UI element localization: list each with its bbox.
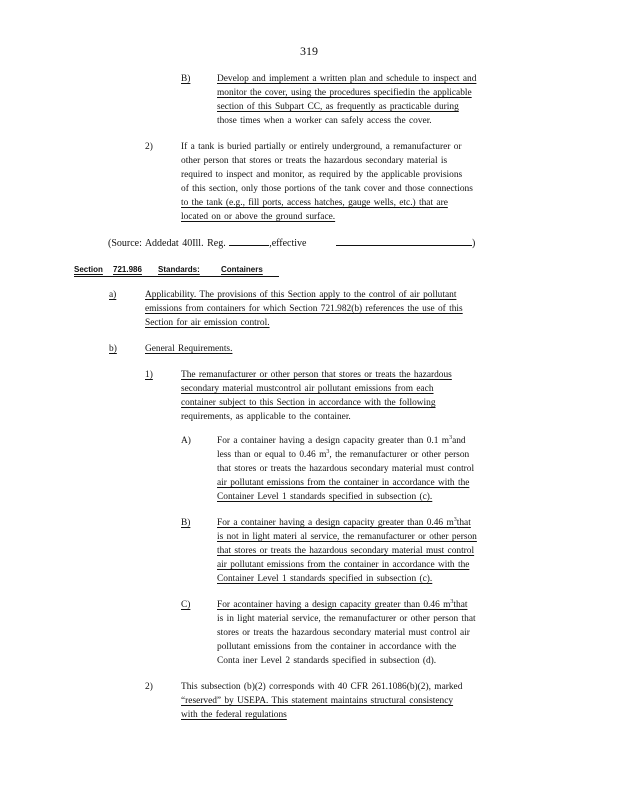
text-line: If a tank is buried partially or entirely underground, a remanufacturer or [181, 142, 462, 152]
section-standards: Standards: [158, 265, 200, 274]
text-line: Container Level 1 standards specified in subsection (c). [217, 492, 433, 502]
text-line: General Requirements. [145, 344, 233, 354]
text-line: monitor the cover, using the procedures specifiedin the applicable [217, 88, 472, 98]
item-b-text [145, 342, 232, 356]
text-line: Applicability. The provisions of this Section apply to the control of air pollutant [145, 290, 457, 300]
text-line [217, 516, 477, 530]
section-label: Section [74, 265, 103, 274]
item-B-text [217, 516, 477, 586]
text-line: Section for air emission control. [145, 318, 270, 328]
text-line: required to inspect and monitor, as required by the applicable provisions [181, 170, 463, 180]
text-line: pollutant emissions from the container in accordance with the [217, 642, 457, 652]
text-line: located on or above the ground surface. [181, 212, 336, 222]
source-close: ) [472, 238, 476, 249]
text-segment: For acontainer having a design capacity greater than 0.46 m [217, 600, 451, 610]
text-line: air pollutant emissions from the container in accordance with the [217, 560, 470, 570]
text-line: section of this Subpart CC, as frequently as practicable during [217, 102, 459, 112]
text-segment: For a container having a design capacity greater than 0.46 m [217, 518, 454, 528]
item-b2-label: 2) [145, 682, 153, 692]
blank-field [336, 236, 472, 246]
item-b-label: b) [109, 344, 117, 354]
text-line: is not in light materi al service, the remanufacturer or other person [217, 532, 477, 542]
item-b2-text [181, 680, 462, 722]
item-A-label: A) [181, 436, 191, 446]
text-segment: , the remanufacturer or other person [329, 450, 470, 460]
text-line: This subsection (b)(2) corresponds with 40 CFR 261.1086(b)(2), marked [181, 682, 463, 692]
source-effective: ,effective [269, 238, 307, 249]
text-segment: that [453, 600, 468, 610]
text-segment: that [456, 518, 471, 528]
item-2-top-text [181, 140, 473, 224]
text-line: container subject to this Section in accordance with the following [181, 398, 436, 408]
source-note [108, 236, 475, 251]
item-a-label: a) [109, 290, 117, 300]
item-b1-label: 1) [145, 370, 153, 380]
text-segment: less than or equal to 0.46 m [217, 450, 327, 460]
item-B-label: B) [181, 518, 191, 528]
text-line: stores or treats the hazardous secondary material must control air [217, 628, 470, 638]
item-b-top-label: B) [181, 74, 191, 84]
section-heading-underline [74, 276, 279, 277]
page-number: 319 [300, 44, 318, 58]
text-line: air pollutant emissions from the container in accordance with the [217, 478, 470, 488]
superscript: 3 [326, 448, 330, 455]
blank-field [229, 236, 269, 246]
text-line: Conta iner Level 2 standards specified in subsection (d). [217, 656, 437, 666]
text-line: secondary material mustcontrol air pollutant emissions from each [181, 384, 434, 394]
superscript: 3 [449, 434, 453, 441]
section-title: Containers [221, 265, 263, 274]
item-a-text [145, 288, 463, 330]
item-C-label: C) [181, 600, 191, 610]
superscript: 3 [450, 598, 454, 605]
item-b1-text [181, 368, 452, 424]
text-line: is in light material service, the remanufacturer or other person that [217, 614, 476, 624]
text-line: The remanufacturer or other person that stores or treats the hazardous [181, 370, 452, 380]
text-line: with the federal regulations [181, 710, 287, 720]
item-2-top-label: 2) [145, 142, 153, 152]
text-line [217, 448, 474, 462]
superscript: 3 [453, 516, 457, 523]
item-C-text [217, 598, 476, 668]
item-b-top-text [217, 72, 476, 128]
section-number: 721.986 [113, 265, 142, 274]
text-line: “reserved” by USEPA. This statement maintains structural consistency [181, 696, 454, 706]
text-line: that stores or treats the hazardous secondary material must control [217, 464, 475, 474]
text-line: emissions from containers for which Section 721.982(b) references the use of this [145, 304, 463, 314]
source-prefix: (Source: Addedat 40Ill. Reg. [108, 238, 226, 249]
text-line [217, 598, 476, 612]
text-line [217, 434, 474, 448]
text-line: requirements, as applicable to the container. [181, 412, 351, 422]
text-line: Develop and implement a written plan and schedule to inspect and [217, 74, 477, 84]
text-line: Container Level 1 standards specified in subsection (c). [217, 574, 433, 584]
text-line: those times when a worker can safely access the cover. [217, 116, 432, 126]
text-segment: For a container having a design capacity greater than 0.1 m [217, 436, 450, 446]
text-line: to the tank (e.g., fill ports, access hatches, gauge wells, etc.) that are [181, 198, 448, 208]
text-segment: and [452, 436, 466, 446]
text-line: other person that stores or treats the hazardous secondary material is [181, 156, 448, 166]
text-line: that stores or treats the hazardous secondary material must control [217, 546, 475, 556]
text-line: of this section, only those portions of the tank cover and those connections [181, 184, 473, 194]
item-A-text [217, 434, 474, 504]
